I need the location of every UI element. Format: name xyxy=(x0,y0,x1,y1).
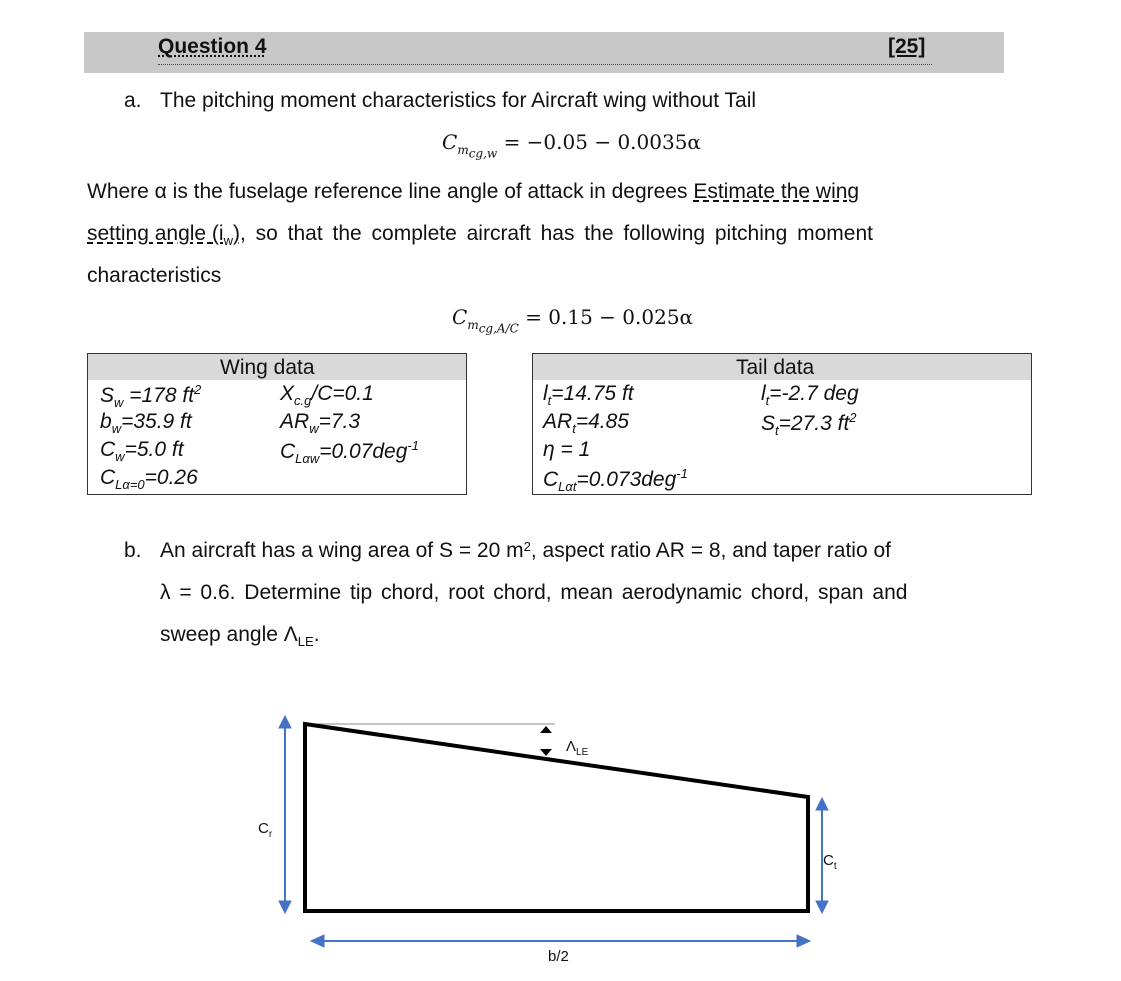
span-arrow-left xyxy=(311,935,324,947)
part-a-line3: characteristics xyxy=(87,264,222,287)
part-b-line2: λ = 0.6. Determine tip chord, root chord, mean aerodynamic chord, span and xyxy=(160,581,908,604)
tail-eta: η = 1 xyxy=(543,438,591,461)
wing-cw: $C_w=5.0$ ft xyxy=(100,438,184,465)
part-a-line2: setting angle $(i_w)$ , so that the complete aircraft has the following pitching moment xyxy=(87,222,873,249)
tail-table-title: Tail data xyxy=(736,356,815,379)
tail-lt: $l_t=14.75$ ft xyxy=(543,382,634,409)
tail-st: $S_t=27.3$ $ft^2$ xyxy=(761,410,857,439)
span-arrow-right xyxy=(797,935,810,947)
tail-art: $AR_t=4.85$ xyxy=(543,410,629,437)
wing-cla0: $C_{L\alpha=0}=0.26$ xyxy=(100,466,198,493)
wing-arw: $AR_w=7.3$ xyxy=(280,410,361,437)
sweep-arrow-up xyxy=(540,726,552,733)
wing-bw: $b_w=35.9$ ft xyxy=(100,410,192,437)
part-a-intro: The pitching moment characteristics for Aircraft wing without Tail xyxy=(160,89,757,112)
root-arrow-top xyxy=(279,716,291,728)
part-a-line1: Where α is the fuselage reference line angle of attack in degrees Estimate the wing xyxy=(87,180,860,203)
span-label: b/2 xyxy=(548,948,569,965)
wing-table-title: Wing data xyxy=(220,356,315,379)
part-b-line3: sweep angle $\Lambda_{LE}$. xyxy=(160,623,320,650)
wing-claw: $C_{L\alpha w}=0.07deg^{-1}$ xyxy=(280,438,419,467)
sweep-arrow-down xyxy=(540,749,552,756)
part-b-line1: An aircraft has a wing area of S = 20 m 2 , aspect ratio AR = 8, and taper ratio of xyxy=(160,539,891,562)
equation-aircraft-moment: $C_{m_{cg,A/C}} = 0.15 - 0.025\alpha$ xyxy=(452,305,694,336)
question-title: Question 4 xyxy=(158,35,267,58)
tip-arrow-top xyxy=(816,798,828,810)
wing-sw: $S_w =178$ $ft^2$ xyxy=(100,382,202,411)
wing-outline xyxy=(305,724,808,911)
part-b-label: b. xyxy=(124,539,142,562)
part-a-label: a. xyxy=(124,89,142,112)
root-chord-label: $C_r$ xyxy=(258,820,273,840)
wing-xcg: $X_{c.g}/C=0.1$ xyxy=(280,382,374,409)
question-marks: [25] xyxy=(888,35,926,58)
root-arrow-bottom xyxy=(279,901,291,913)
tail-it: $l_t=-2.7$ deg xyxy=(761,382,859,409)
tip-arrow-bottom xyxy=(816,901,828,913)
planform-outline xyxy=(305,724,808,911)
tip-chord-label: $C_t$ xyxy=(823,852,837,872)
equation-wing-moment: $C_{m_{cg,w}} = -0.05 - 0.0035\alpha$ xyxy=(442,130,701,161)
task-highlight-1: Estimate the wing xyxy=(693,180,860,203)
sweep-angle-label: $\Lambda_{LE}$ xyxy=(566,738,589,758)
tail-clat: $C_{L\alpha t}=0.073deg^{-1}$ xyxy=(543,466,688,495)
sweep-angle-marker xyxy=(540,726,552,756)
